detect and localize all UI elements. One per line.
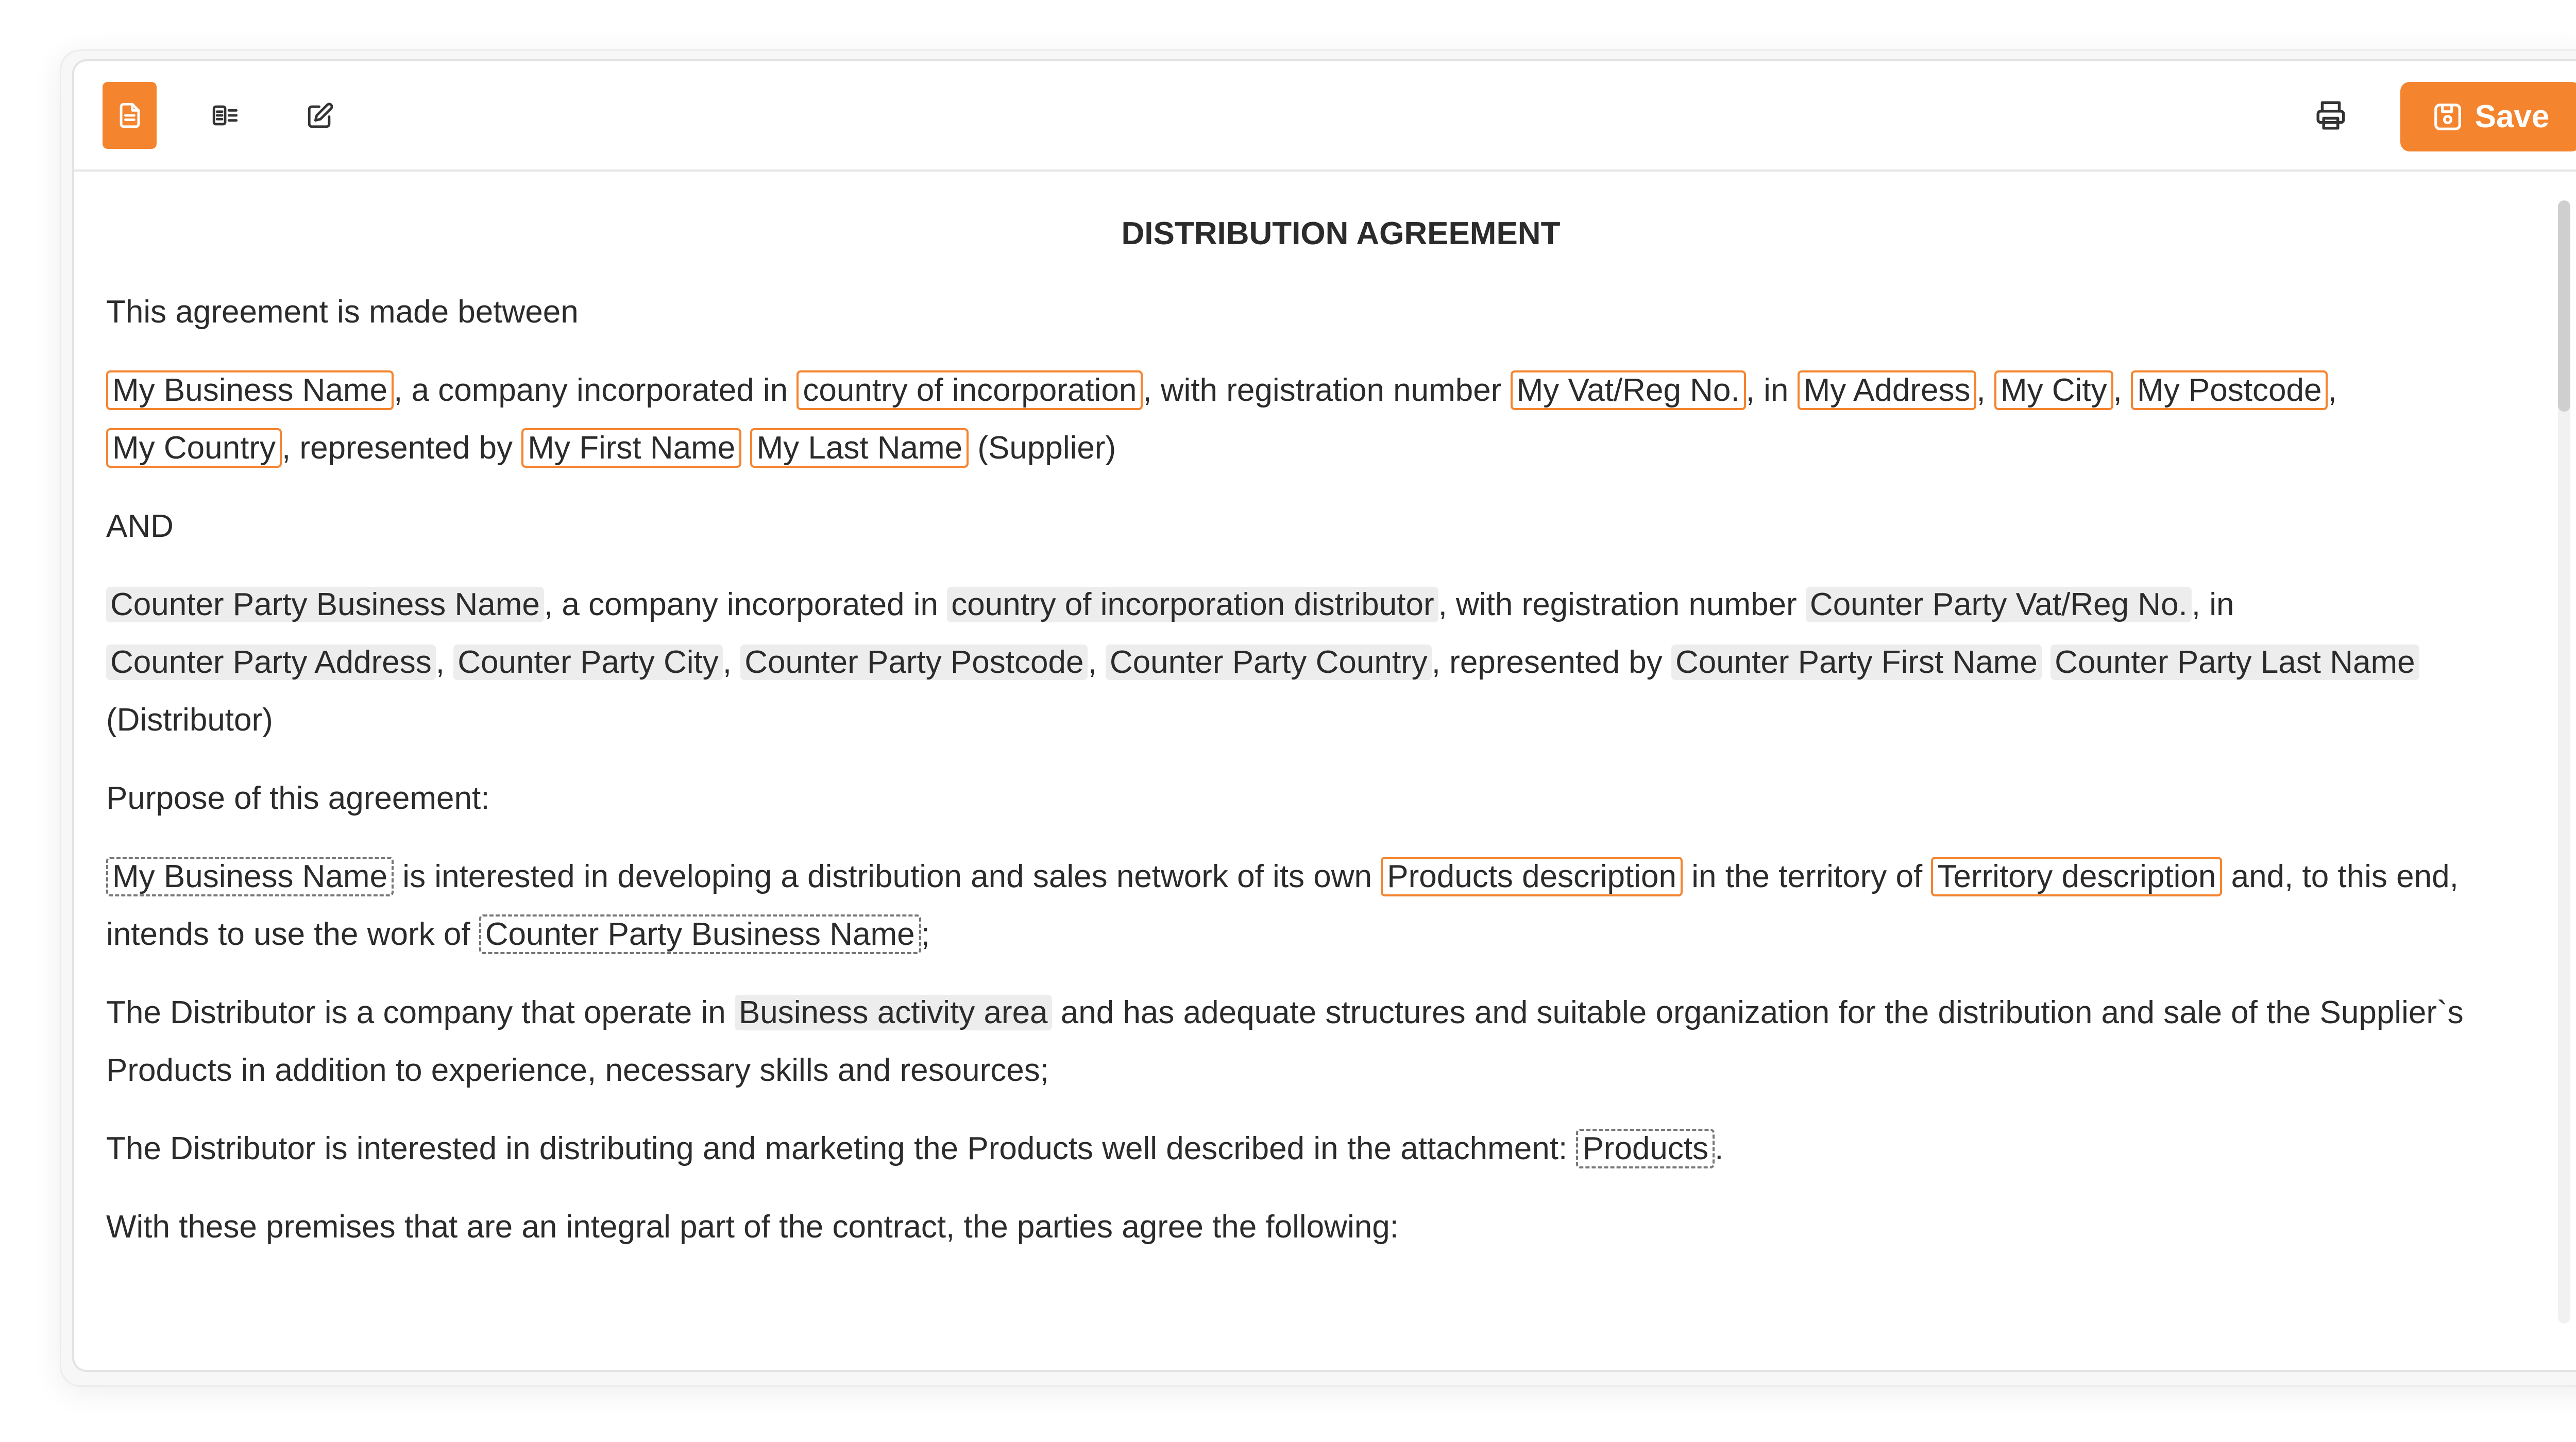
- field-my-country[interactable]: My Country: [106, 428, 282, 468]
- edit-icon: [306, 100, 335, 130]
- supplier-paragraph: My Business Name , a company incorporated in country of incorporation , with registration number My Vat/Reg No. , in My Address , My City , My Postcode , My Country , represented by My First Name My Last Name (Supplier): [106, 362, 2514, 477]
- field-my-first-name[interactable]: My First Name: [521, 428, 741, 468]
- edit-mode-button[interactable]: [293, 82, 347, 149]
- field-counter-party-first-name[interactable]: Counter Party First Name: [1671, 644, 2042, 680]
- field-counter-party-address[interactable]: Counter Party Address: [106, 644, 436, 680]
- intro-paragraph: This agreement is made between: [106, 294, 579, 330]
- scrollbar-thumb[interactable]: [2558, 200, 2570, 412]
- toolbar: [74, 61, 2576, 172]
- field-my-postcode[interactable]: My Postcode: [2131, 370, 2328, 410]
- distributor-activity-paragraph: The Distributor is a company that operate in Business activity area and has adequate structures and suitable organization for the distribution and sale of the Supplier`s Products in addition to experience, necessary skills and resources;: [106, 995, 2464, 1088]
- fields-view-button[interactable]: [198, 82, 252, 149]
- field-counter-party-city[interactable]: Counter Party City: [453, 644, 723, 680]
- editor-card: [72, 59, 2576, 1372]
- document-body[interactable]: [74, 172, 2576, 1370]
- print-button[interactable]: [2302, 87, 2359, 144]
- document-title: DISTRIBUTION AGREEMENT: [1121, 216, 1561, 251]
- field-products-attachment[interactable]: Products: [1576, 1129, 1715, 1168]
- closing-paragraph: With these premises that are an integral part of the contract, the parties agree the following:: [106, 1209, 1399, 1245]
- products-paragraph: The Distributor is interested in distributing and marketing the Products well described in the attachment: Products .: [106, 1120, 2514, 1178]
- purpose-heading: Purpose of this agreement:: [106, 781, 490, 816]
- field-country-of-incorporation[interactable]: country of incorporation: [796, 370, 1143, 410]
- field-my-vat-reg-no[interactable]: My Vat/Reg No.: [1511, 370, 1746, 410]
- save-icon: [2432, 101, 2464, 133]
- document-view-button[interactable]: [103, 82, 157, 149]
- save-label: Save: [2475, 99, 2550, 134]
- field-my-business-name[interactable]: My Business Name: [106, 370, 394, 410]
- distributor-paragraph: Counter Party Business Name , a company incorporated in country of incorporation distributor , with registration number Counter Party Vat/Reg No. , in Counter Party Address , Counter Party City , Counter Party Postcode , Counter Party Country , represented by Counter Party First Name Counter Party Last Name (Distributor): [106, 576, 2514, 749]
- field-counter-party-vat-reg-no[interactable]: Counter Party Vat/Reg No.: [1806, 587, 2192, 622]
- field-counter-party-postcode[interactable]: Counter Party Postcode: [740, 644, 1088, 680]
- document-icon: [115, 100, 145, 130]
- field-business-activity-area[interactable]: Business activity area: [735, 995, 1052, 1030]
- document-scrollbar[interactable]: [2558, 200, 2570, 1324]
- and-paragraph: AND: [106, 508, 174, 544]
- printer-icon: [2314, 98, 2348, 132]
- field-my-business-name-linked[interactable]: My Business Name: [106, 857, 394, 896]
- list-edit-icon: [210, 100, 240, 130]
- field-my-last-name[interactable]: My Last Name: [750, 428, 969, 468]
- purpose-paragraph: My Business Name is interested in developing a distribution and sales network of its own Products description in the territory of Territory description and, to this end, intends to use the work of Counter Party Business Name ;: [106, 848, 2514, 963]
- save-button[interactable]: [2400, 82, 2576, 151]
- field-counter-party-country[interactable]: Counter Party Country: [1106, 644, 1432, 680]
- field-my-address[interactable]: My Address: [1798, 370, 1977, 410]
- field-country-of-incorporation-distributor[interactable]: country of incorporation distributor: [947, 587, 1438, 622]
- field-my-city[interactable]: My City: [1994, 370, 2113, 410]
- field-counter-party-business-name[interactable]: Counter Party Business Name: [106, 587, 544, 622]
- field-counter-party-last-name[interactable]: Counter Party Last Name: [2050, 644, 2419, 680]
- field-counter-party-business-name-linked[interactable]: Counter Party Business Name: [479, 914, 921, 954]
- field-products-description[interactable]: Products description: [1381, 857, 1683, 896]
- field-territory-description[interactable]: Territory description: [1931, 857, 2222, 896]
